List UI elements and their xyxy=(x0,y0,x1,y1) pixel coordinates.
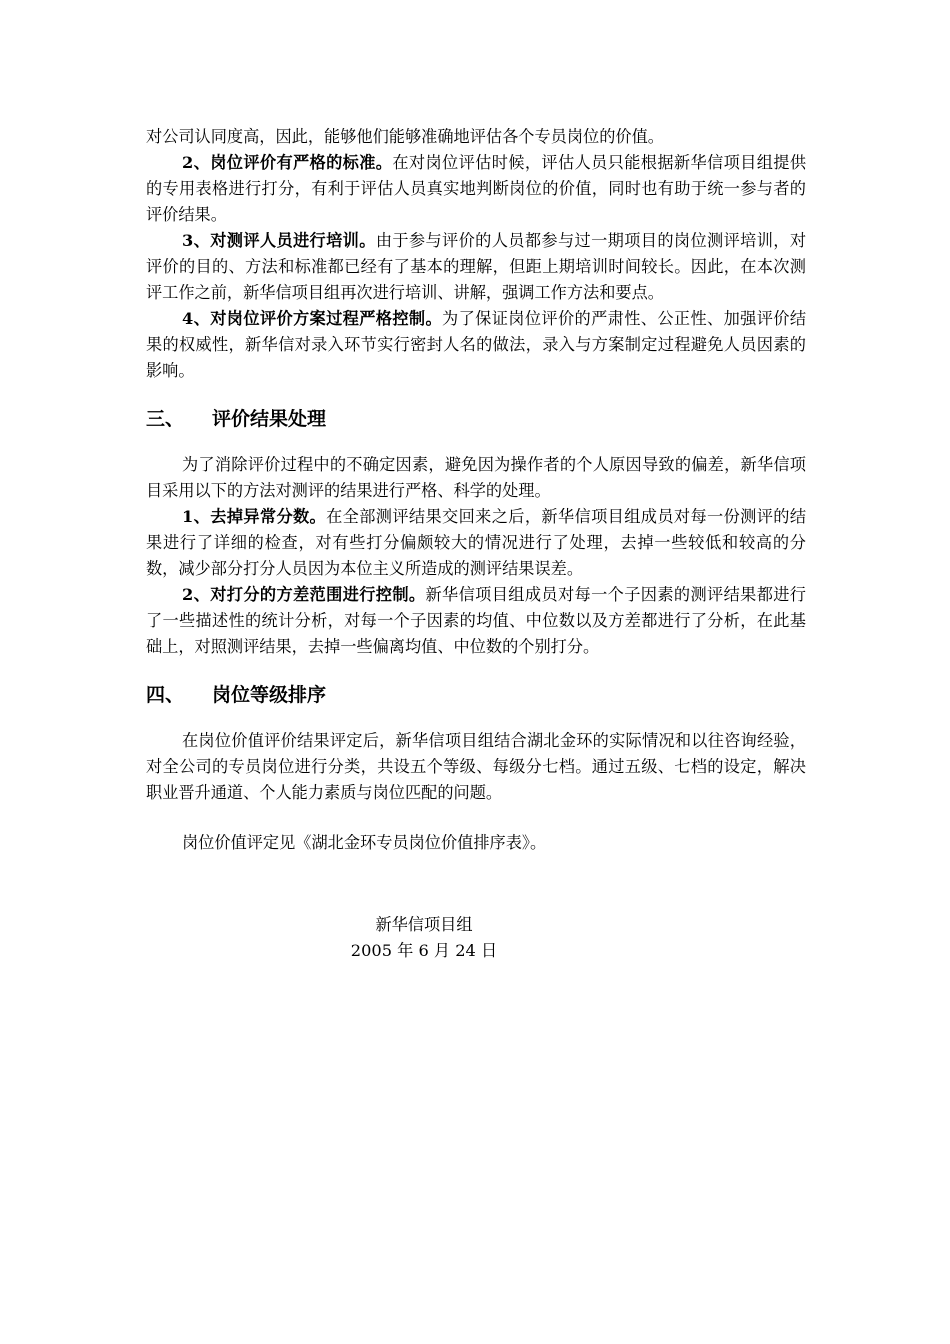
signature-date: 2005 年 6 月 24 日 xyxy=(350,941,498,960)
point-4-paragraph xyxy=(146,306,806,384)
section-3-intro: 为了消除评价过程中的不确定因素，避免因为操作者的个人原因导致的偏差，新华信项目采用以下的方法对测评的结果进行严格、科学的处理。 xyxy=(146,455,806,500)
section-3-heading xyxy=(146,406,806,432)
point-2-title: 2、岗位评价有严格的标准。 xyxy=(182,153,393,172)
signature-org: 新华信项目组 xyxy=(375,915,473,934)
point-3-title: 3、对测评人员进行培训。 xyxy=(182,231,376,250)
section-3-point-2-paragraph xyxy=(146,582,806,660)
point-3-paragraph xyxy=(146,228,806,306)
section-3-point-1-title: 1、去掉异常分数。 xyxy=(182,507,327,526)
section-4-paragraph-2: 岗位价值评定见《湖北金环专员岗位价值排序表》。 xyxy=(182,833,547,852)
point-4-title: 4、对岗位评价方案过程严格控制。 xyxy=(182,309,443,328)
point-2-text: 在对岗位评估时候，评估人员只能根据新华信项目组提供的专用表格进行打分，有利于评估人员真实地判断岗位的价值，同时也有助于统一参与者的评价结果。 xyxy=(146,153,807,224)
section-3-point-2-title: 2、对打分的方差范围进行控制。 xyxy=(182,585,426,604)
document-page xyxy=(146,124,806,964)
section-3-point-1-text: 在全部测评结果交回来之后，新华信项目组成员对每一份测评的结果进行了详细的检查，对有些打分偏颇较大的情况进行了处理，去掉一些较低和较高的分数，减少部分打分人员因为本位主义所造成的测评结果误差。 xyxy=(146,507,807,578)
section-4-paragraph-1: 在岗位价值评价结果评定后，新华信项目组结合湖北金环的实际情况和以往咨询经验，对全公司的专员岗位进行分类，共设五个等级、每级分七档。通过五级、七档的设定，解决职业晋升通道、个人能力素质与岗位匹配的问题。 xyxy=(146,731,806,802)
intro-tail-paragraph: 对公司认同度高，因此，能够他们能够准确地评估各个专员岗位的价值。 xyxy=(146,127,664,146)
section-3-point-2-text: 新华信项目组成员对每一个子因素的测评结果都进行了一些描述性的统计分析，对每一个子因素的均值、中位数以及方差都进行了分析，在此基础上，对照测评结果，去掉一些偏离均值、中位数的个别打分。 xyxy=(146,585,806,656)
section-3-point-1-paragraph xyxy=(146,504,806,582)
section-4-title: 岗位等级排序 xyxy=(212,684,327,706)
point-3-text: 由于参与评价的人员都参与过一期项目的岗位测评培训，对评价的目的、方法和标准都已经有了基本的理解，但距上期培训时间较长。因此，在本次测评工作之前，新华信项目组再次进行培训、讲解，强调工作方法和要点。 xyxy=(146,231,807,302)
section-3-number: 三、 xyxy=(146,408,185,430)
point-2-paragraph xyxy=(146,150,806,228)
section-4-number: 四、 xyxy=(146,684,185,706)
section-4-heading xyxy=(146,682,806,708)
signature-block xyxy=(94,912,754,964)
point-4-text: 为了保证岗位评价的严肃性、公正性、加强评价结果的权威性，新华信对录入环节实行密封人名的做法，录入与方案制定过程避免人员因素的影响。 xyxy=(146,309,807,380)
section-3-title: 评价结果处理 xyxy=(212,408,327,430)
